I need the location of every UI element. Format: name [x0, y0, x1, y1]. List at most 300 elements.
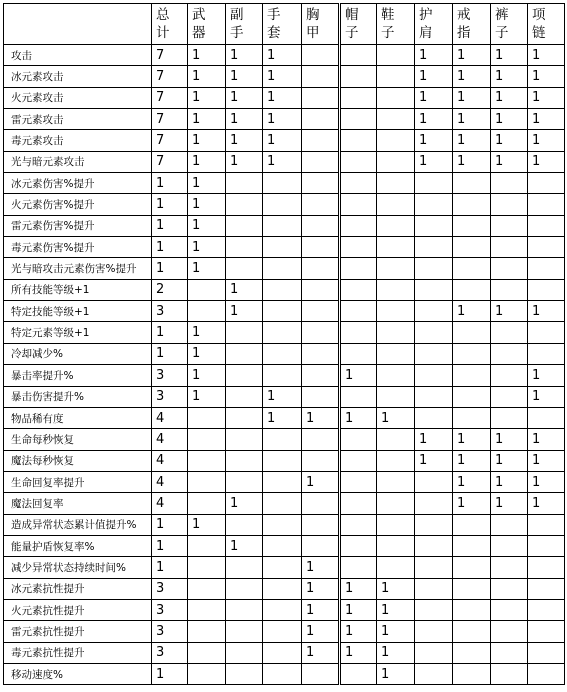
slot-cell-shoulder — [415, 621, 453, 642]
slot-cell-pants: 1 — [491, 109, 528, 130]
column-header-gloves — [263, 4, 302, 45]
slot-cell-ring — [453, 343, 491, 364]
total-cell: 7 — [152, 87, 188, 108]
slot-cell-shoes — [377, 386, 415, 407]
slot-cell-chest: 1 — [302, 578, 340, 599]
slot-cell-gloves — [263, 493, 302, 514]
column-header-chest — [302, 4, 340, 45]
total-cell: 7 — [152, 109, 188, 130]
column-header-label: 武器 — [192, 7, 206, 41]
slot-cell-hat — [340, 493, 377, 514]
attribute-name-cell: 冰元素攻击 — [4, 66, 152, 87]
slot-cell-shoes — [377, 66, 415, 87]
slot-cell-shoulder — [415, 471, 453, 492]
attribute-name-cell: 雷元素伤害%提升 — [4, 215, 152, 236]
slot-cell-gloves — [263, 258, 302, 279]
slot-cell-pants — [491, 407, 528, 428]
table-row — [4, 322, 565, 343]
slot-cell-offhand — [226, 258, 263, 279]
slot-cell-pants: 1 — [491, 87, 528, 108]
slot-cell-gloves: 1 — [263, 66, 302, 87]
table-row — [4, 663, 565, 684]
slot-cell-shoes — [377, 215, 415, 236]
slot-cell-weapon — [188, 450, 226, 471]
slot-cell-weapon — [188, 493, 226, 514]
table-body — [4, 45, 565, 685]
slot-cell-shoes — [377, 237, 415, 258]
slot-cell-necklace — [528, 343, 565, 364]
slot-cell-weapon: 1 — [188, 322, 226, 343]
attribute-name-cell: 毒元素抗性提升 — [4, 642, 152, 663]
slot-cell-offhand: 1 — [226, 493, 263, 514]
table-row — [4, 237, 565, 258]
slot-cell-shoulder — [415, 578, 453, 599]
attribute-name-cell: 魔法每秒恢复 — [4, 450, 152, 471]
table-row — [4, 471, 565, 492]
slot-cell-chest — [302, 301, 340, 322]
total-cell: 7 — [152, 130, 188, 151]
slot-cell-pants — [491, 322, 528, 343]
slot-cell-hat — [340, 429, 377, 450]
slot-cell-shoes: 1 — [377, 642, 415, 663]
slot-cell-offhand — [226, 407, 263, 428]
table-row — [4, 109, 565, 130]
attribute-name-cell: 物品稀有度 — [4, 407, 152, 428]
slot-cell-hat — [340, 215, 377, 236]
column-header-shoulder — [415, 4, 453, 45]
slot-cell-pants: 1 — [491, 151, 528, 172]
table-row — [4, 215, 565, 236]
slot-cell-hat — [340, 237, 377, 258]
table-row — [4, 493, 565, 514]
slot-cell-shoes — [377, 429, 415, 450]
slot-cell-ring — [453, 215, 491, 236]
slot-cell-offhand: 1 — [226, 109, 263, 130]
column-header-label: 裤子 — [495, 7, 509, 41]
slot-cell-chest: 1 — [302, 407, 340, 428]
column-header-total — [152, 4, 188, 45]
slot-cell-gloves — [263, 173, 302, 194]
slot-cell-pants: 1 — [491, 450, 528, 471]
slot-cell-shoes: 1 — [377, 663, 415, 684]
slot-cell-ring: 1 — [453, 45, 491, 66]
slot-cell-hat: 1 — [340, 642, 377, 663]
slot-cell-offhand — [226, 173, 263, 194]
slot-cell-offhand: 1 — [226, 87, 263, 108]
slot-cell-pants — [491, 279, 528, 300]
slot-cell-shoulder — [415, 173, 453, 194]
slot-cell-shoes — [377, 535, 415, 556]
table-row — [4, 514, 565, 535]
table-row — [4, 258, 565, 279]
slot-cell-necklace: 1 — [528, 386, 565, 407]
slot-cell-offhand — [226, 450, 263, 471]
slot-cell-gloves: 1 — [263, 386, 302, 407]
slot-cell-shoes — [377, 151, 415, 172]
attribute-name-cell: 魔法回复率 — [4, 493, 152, 514]
slot-cell-ring — [453, 237, 491, 258]
table-row — [4, 621, 565, 642]
total-cell: 3 — [152, 599, 188, 620]
slot-cell-hat — [340, 663, 377, 684]
slot-cell-hat — [340, 173, 377, 194]
slot-cell-pants: 1 — [491, 45, 528, 66]
slot-cell-hat — [340, 301, 377, 322]
slot-cell-hat — [340, 557, 377, 578]
slot-cell-pants: 1 — [491, 471, 528, 492]
slot-cell-shoes — [377, 493, 415, 514]
slot-cell-gloves — [263, 535, 302, 556]
slot-cell-weapon — [188, 599, 226, 620]
attribute-name-cell: 暴击率提升% — [4, 365, 152, 386]
slot-cell-shoes: 1 — [377, 599, 415, 620]
table-row — [4, 151, 565, 172]
slot-cell-ring — [453, 599, 491, 620]
table-row — [4, 578, 565, 599]
attribute-name-cell: 造成异常状态累计值提升% — [4, 514, 152, 535]
slot-cell-offhand — [226, 343, 263, 364]
slot-cell-shoulder — [415, 493, 453, 514]
slot-cell-shoulder — [415, 365, 453, 386]
slot-cell-ring — [453, 663, 491, 684]
attribute-name-cell: 光与暗攻击元素伤害%提升 — [4, 258, 152, 279]
slot-cell-offhand — [226, 215, 263, 236]
total-cell: 4 — [152, 407, 188, 428]
slot-cell-necklace — [528, 599, 565, 620]
attribute-name-cell: 雷元素抗性提升 — [4, 621, 152, 642]
total-cell: 3 — [152, 365, 188, 386]
attribute-name-cell: 所有技能等级+1 — [4, 279, 152, 300]
slot-cell-shoes — [377, 343, 415, 364]
slot-cell-shoulder: 1 — [415, 130, 453, 151]
slot-cell-ring — [453, 279, 491, 300]
slot-cell-necklace — [528, 173, 565, 194]
slot-cell-necklace: 1 — [528, 429, 565, 450]
slot-cell-chest — [302, 237, 340, 258]
slot-cell-ring: 1 — [453, 87, 491, 108]
slot-cell-necklace — [528, 194, 565, 215]
table-row — [4, 386, 565, 407]
table-row — [4, 279, 565, 300]
column-header-label: 项链 — [532, 7, 546, 41]
slot-cell-pants: 1 — [491, 493, 528, 514]
total-cell: 4 — [152, 493, 188, 514]
slot-cell-shoes — [377, 557, 415, 578]
attribute-name-cell: 火元素抗性提升 — [4, 599, 152, 620]
slot-cell-chest — [302, 130, 340, 151]
slot-cell-pants — [491, 365, 528, 386]
slot-cell-necklace — [528, 642, 565, 663]
slot-cell-hat — [340, 109, 377, 130]
slot-cell-necklace: 1 — [528, 151, 565, 172]
slot-cell-offhand — [226, 663, 263, 684]
slot-cell-shoes — [377, 258, 415, 279]
slot-cell-shoes — [377, 45, 415, 66]
slot-cell-gloves: 1 — [263, 407, 302, 428]
slot-cell-ring — [453, 173, 491, 194]
slot-cell-offhand — [226, 365, 263, 386]
attribute-name-cell: 冰元素伤害%提升 — [4, 173, 152, 194]
slot-cell-shoulder — [415, 258, 453, 279]
slot-cell-necklace: 1 — [528, 493, 565, 514]
slot-cell-shoulder: 1 — [415, 429, 453, 450]
slot-cell-pants — [491, 599, 528, 620]
slot-cell-offhand: 1 — [226, 66, 263, 87]
slot-cell-gloves — [263, 365, 302, 386]
attribute-name-cell: 暴击伤害提升% — [4, 386, 152, 407]
slot-cell-weapon: 1 — [188, 386, 226, 407]
slot-cell-hat — [340, 151, 377, 172]
slot-cell-necklace: 1 — [528, 45, 565, 66]
slot-cell-chest — [302, 493, 340, 514]
slot-cell-chest — [302, 151, 340, 172]
total-cell: 3 — [152, 642, 188, 663]
slot-cell-offhand — [226, 194, 263, 215]
slot-cell-offhand — [226, 578, 263, 599]
table-row — [4, 429, 565, 450]
attribute-name-cell: 冷却减少% — [4, 343, 152, 364]
slot-cell-shoulder: 1 — [415, 450, 453, 471]
slot-cell-weapon: 1 — [188, 109, 226, 130]
slot-cell-chest — [302, 194, 340, 215]
attribute-slot-table — [3, 3, 565, 685]
attribute-name-cell: 雷元素攻击 — [4, 109, 152, 130]
slot-cell-ring — [453, 407, 491, 428]
slot-cell-ring — [453, 557, 491, 578]
slot-cell-chest — [302, 173, 340, 194]
total-cell: 1 — [152, 322, 188, 343]
total-cell: 2 — [152, 279, 188, 300]
slot-cell-gloves — [263, 343, 302, 364]
slot-cell-hat: 1 — [340, 365, 377, 386]
slot-cell-gloves — [263, 450, 302, 471]
total-cell: 4 — [152, 471, 188, 492]
slot-cell-hat — [340, 322, 377, 343]
slot-cell-hat — [340, 258, 377, 279]
slot-cell-necklace — [528, 578, 565, 599]
slot-cell-shoes — [377, 130, 415, 151]
slot-cell-necklace — [528, 557, 565, 578]
slot-cell-shoes — [377, 322, 415, 343]
slot-cell-necklace — [528, 237, 565, 258]
slot-cell-pants: 1 — [491, 130, 528, 151]
slot-cell-weapon — [188, 621, 226, 642]
slot-cell-shoulder — [415, 301, 453, 322]
column-header-label: 鞋子 — [381, 7, 395, 41]
slot-cell-shoes: 1 — [377, 621, 415, 642]
slot-cell-shoes — [377, 450, 415, 471]
slot-cell-offhand — [226, 642, 263, 663]
slot-cell-weapon — [188, 429, 226, 450]
slot-cell-shoes — [377, 109, 415, 130]
slot-cell-gloves — [263, 663, 302, 684]
slot-cell-weapon: 1 — [188, 45, 226, 66]
slot-cell-necklace: 1 — [528, 365, 565, 386]
slot-cell-pants — [491, 621, 528, 642]
total-cell: 1 — [152, 258, 188, 279]
column-header-label: 副手 — [230, 7, 244, 41]
slot-cell-chest: 1 — [302, 471, 340, 492]
total-cell: 1 — [152, 557, 188, 578]
slot-cell-shoes — [377, 365, 415, 386]
slot-cell-necklace: 1 — [528, 109, 565, 130]
table-row — [4, 130, 565, 151]
slot-cell-gloves: 1 — [263, 151, 302, 172]
slot-cell-weapon: 1 — [188, 365, 226, 386]
column-header-label: 胸甲 — [306, 7, 320, 41]
slot-cell-chest — [302, 535, 340, 556]
slot-cell-necklace — [528, 535, 565, 556]
slot-cell-shoulder: 1 — [415, 109, 453, 130]
slot-cell-shoulder: 1 — [415, 151, 453, 172]
attribute-name-cell: 毒元素伤害%提升 — [4, 237, 152, 258]
slot-cell-offhand: 1 — [226, 130, 263, 151]
slot-cell-offhand — [226, 471, 263, 492]
slot-cell-weapon — [188, 642, 226, 663]
slot-cell-gloves — [263, 557, 302, 578]
slot-cell-shoulder — [415, 514, 453, 535]
slot-cell-offhand — [226, 621, 263, 642]
slot-cell-shoulder — [415, 557, 453, 578]
slot-cell-necklace: 1 — [528, 87, 565, 108]
slot-cell-gloves — [263, 237, 302, 258]
slot-cell-shoes — [377, 514, 415, 535]
attribute-name-cell: 移动速度% — [4, 663, 152, 684]
slot-cell-necklace — [528, 663, 565, 684]
slot-cell-offhand: 1 — [226, 151, 263, 172]
slot-cell-shoulder — [415, 386, 453, 407]
total-cell: 4 — [152, 429, 188, 450]
slot-cell-weapon: 1 — [188, 87, 226, 108]
slot-cell-shoes — [377, 471, 415, 492]
column-header-weapon — [188, 4, 226, 45]
slot-cell-shoulder — [415, 279, 453, 300]
slot-cell-gloves — [263, 322, 302, 343]
slot-cell-shoulder: 1 — [415, 66, 453, 87]
table-row — [4, 45, 565, 66]
slot-cell-ring: 1 — [453, 301, 491, 322]
slot-cell-necklace: 1 — [528, 450, 565, 471]
total-cell: 1 — [152, 343, 188, 364]
slot-cell-chest — [302, 87, 340, 108]
slot-cell-gloves — [263, 642, 302, 663]
slot-cell-shoulder — [415, 599, 453, 620]
slot-cell-weapon — [188, 535, 226, 556]
slot-cell-hat — [340, 471, 377, 492]
slot-cell-weapon: 1 — [188, 258, 226, 279]
slot-cell-hat: 1 — [340, 578, 377, 599]
slot-cell-weapon — [188, 663, 226, 684]
slot-cell-necklace: 1 — [528, 471, 565, 492]
slot-cell-offhand: 1 — [226, 535, 263, 556]
slot-cell-ring: 1 — [453, 493, 491, 514]
slot-cell-offhand — [226, 386, 263, 407]
attribute-name-cell: 生命回复率提升 — [4, 471, 152, 492]
slot-cell-gloves — [263, 279, 302, 300]
slot-cell-weapon: 1 — [188, 215, 226, 236]
slot-cell-chest: 1 — [302, 557, 340, 578]
slot-cell-shoulder — [415, 215, 453, 236]
table-row — [4, 173, 565, 194]
slot-cell-weapon: 1 — [188, 173, 226, 194]
slot-cell-weapon — [188, 301, 226, 322]
slot-cell-weapon — [188, 578, 226, 599]
slot-cell-weapon: 1 — [188, 343, 226, 364]
slot-cell-hat — [340, 66, 377, 87]
slot-cell-chest — [302, 45, 340, 66]
total-cell: 4 — [152, 450, 188, 471]
slot-cell-weapon — [188, 471, 226, 492]
slot-cell-gloves: 1 — [263, 87, 302, 108]
slot-cell-pants — [491, 343, 528, 364]
slot-cell-ring — [453, 258, 491, 279]
slot-cell-chest — [302, 450, 340, 471]
slot-cell-pants — [491, 514, 528, 535]
attribute-name-cell: 攻击 — [4, 45, 152, 66]
slot-cell-weapon: 1 — [188, 151, 226, 172]
slot-cell-shoes — [377, 173, 415, 194]
slot-cell-gloves — [263, 301, 302, 322]
table-row — [4, 535, 565, 556]
table-row — [4, 642, 565, 663]
slot-cell-offhand — [226, 557, 263, 578]
table-row — [4, 407, 565, 428]
slot-cell-pants — [491, 194, 528, 215]
total-cell: 1 — [152, 237, 188, 258]
slot-cell-hat — [340, 514, 377, 535]
slot-cell-hat — [340, 450, 377, 471]
slot-cell-chest: 1 — [302, 621, 340, 642]
column-header-label: 手套 — [267, 7, 281, 41]
slot-cell-pants — [491, 237, 528, 258]
table-row — [4, 557, 565, 578]
attribute-name-cell: 生命每秒恢复 — [4, 429, 152, 450]
column-header-necklace — [528, 4, 565, 45]
slot-cell-chest — [302, 279, 340, 300]
slot-cell-shoulder — [415, 194, 453, 215]
column-header-label: 护肩 — [419, 7, 433, 41]
slot-cell-offhand — [226, 322, 263, 343]
slot-cell-hat: 1 — [340, 599, 377, 620]
slot-cell-gloves — [263, 429, 302, 450]
total-cell: 7 — [152, 66, 188, 87]
slot-cell-offhand — [226, 514, 263, 535]
slot-cell-offhand: 1 — [226, 301, 263, 322]
slot-cell-offhand — [226, 429, 263, 450]
attribute-name-cell: 火元素攻击 — [4, 87, 152, 108]
slot-cell-ring: 1 — [453, 130, 491, 151]
slot-cell-weapon: 1 — [188, 130, 226, 151]
slot-cell-ring: 1 — [453, 109, 491, 130]
slot-cell-shoulder: 1 — [415, 87, 453, 108]
table-row — [4, 599, 565, 620]
slot-cell-gloves — [263, 599, 302, 620]
attribute-name-cell: 特定元素等级+1 — [4, 322, 152, 343]
slot-cell-ring: 1 — [453, 66, 491, 87]
slot-cell-gloves — [263, 621, 302, 642]
slot-cell-necklace — [528, 279, 565, 300]
attribute-name-cell: 特定技能等级+1 — [4, 301, 152, 322]
slot-cell-hat — [340, 343, 377, 364]
slot-cell-weapon: 1 — [188, 237, 226, 258]
slot-cell-hat — [340, 279, 377, 300]
slot-cell-chest — [302, 365, 340, 386]
table-row — [4, 87, 565, 108]
column-header-label: 帽子 — [345, 7, 359, 41]
slot-cell-gloves — [263, 215, 302, 236]
slot-cell-shoulder — [415, 663, 453, 684]
slot-cell-necklace: 1 — [528, 66, 565, 87]
